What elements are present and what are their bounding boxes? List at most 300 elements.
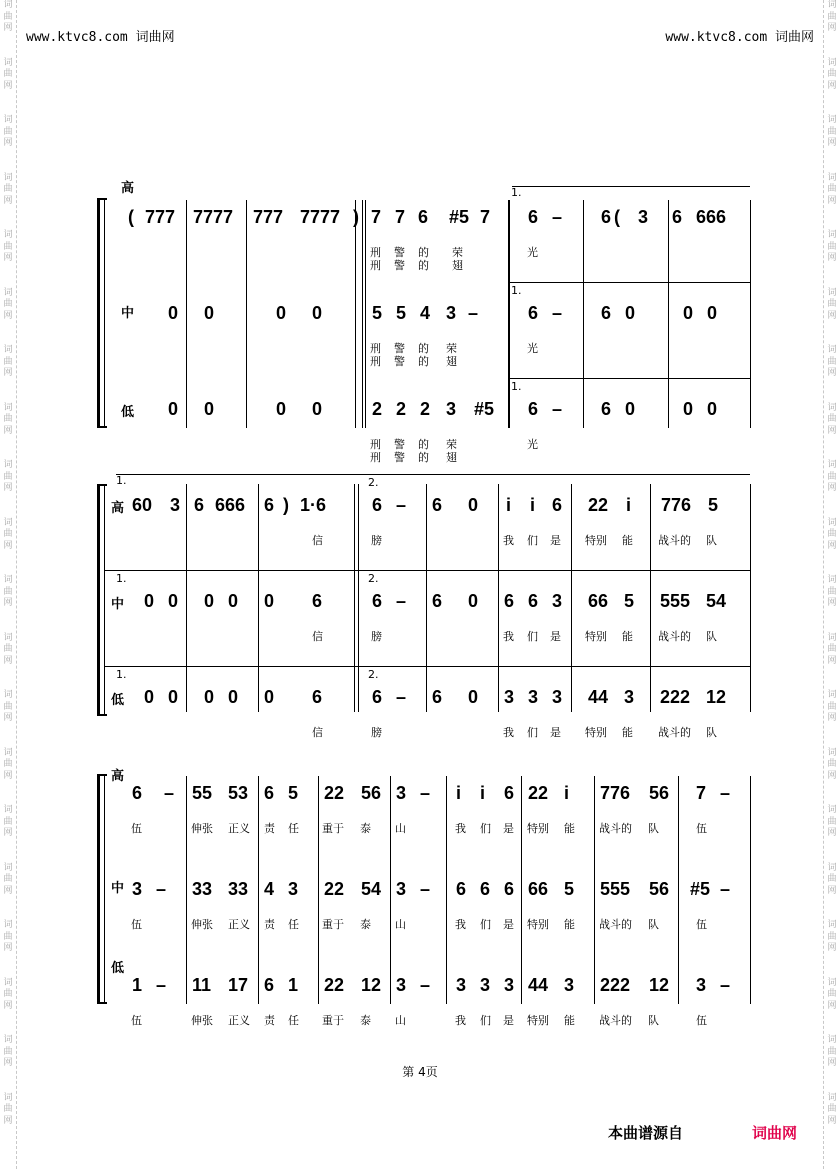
low-note: 6 (528, 399, 539, 419)
barline (678, 776, 679, 1004)
mid-note: 6 (456, 879, 467, 899)
barline (750, 484, 751, 712)
volta-1-label: 1. (511, 186, 522, 199)
barline (583, 200, 584, 428)
high-note: 6 (264, 495, 275, 515)
high-note: 7 (696, 783, 707, 803)
mid-lyric: 队 (706, 630, 717, 643)
mid-note: 6 (528, 591, 539, 611)
voice-label-mid: 中 (111, 597, 125, 612)
low-note: 0 (468, 687, 479, 707)
barline (186, 776, 187, 1004)
voice-divider (510, 282, 750, 283)
high-lyric: 责 (264, 822, 275, 835)
mid-note: 4 (420, 303, 431, 323)
barline (354, 484, 355, 712)
mid-note: 22 (324, 879, 345, 899)
low-note: 3 (624, 687, 635, 707)
source-brand: 词曲网 (752, 1124, 798, 1142)
low-note: #5 (474, 399, 495, 419)
high-lyric: 伍 (131, 822, 142, 835)
barline (668, 200, 669, 428)
high-note: 7 (480, 207, 491, 227)
high-note: 53 (228, 783, 249, 803)
system-bracket-top (97, 774, 107, 776)
barline (186, 200, 187, 428)
mid-note: 0 (264, 591, 275, 611)
low-note: 0 (625, 399, 636, 419)
low-note: 0 (168, 687, 179, 707)
mid-note: 3 (132, 879, 143, 899)
low-note: 1 (288, 975, 299, 995)
mid-lyric: 我 (503, 630, 514, 643)
mid-note: – (720, 879, 731, 899)
high-note: 666 (696, 207, 727, 227)
high-note: 7777 (300, 207, 341, 227)
mid-lyric: 伸张 (191, 918, 213, 931)
watermark-text: 词 曲 网 词 曲 网 词 曲 网 词 曲 网 词 曲 网 词 曲 网 词 曲 网 词 曲 网 词 曲 网 词 曲 网 词 曲 网 词 曲 网 词 曲 网 词 曲 网 词 曲 网 词 曲 网 词 曲 网 词 曲 网 词 曲 网 词 曲 网 (3, 0, 13, 1126)
low-lyric: 是 (503, 1014, 514, 1027)
low-note: 0 (707, 399, 718, 419)
system-brace (104, 484, 105, 716)
mid-lyric: 警 (394, 342, 405, 355)
barline (750, 776, 751, 1004)
mid-note: – (396, 591, 407, 611)
low-lyric: 能 (564, 1014, 575, 1027)
barline (571, 484, 572, 712)
mid-lyric: 战斗的 (658, 630, 691, 643)
high-note: 776 (661, 495, 692, 515)
mid-lyric: 翅 (446, 355, 457, 368)
voice-divider (105, 570, 750, 571)
high-note: 7 (395, 207, 406, 227)
high-note: – (164, 783, 175, 803)
high-lyric: 是 (550, 534, 561, 547)
low-note: 6 (601, 399, 612, 419)
high-note: 6 (264, 783, 275, 803)
system-bracket-bottom (97, 1002, 107, 1004)
barline (750, 200, 751, 428)
high-note: – (420, 783, 431, 803)
volta-1-line (116, 474, 750, 475)
mid-lyric: 膀 (371, 630, 382, 643)
high-note: i (530, 495, 536, 515)
mid-note: 3 (288, 879, 299, 899)
low-lyric: 能 (622, 726, 633, 739)
mid-lyric: 光 (527, 342, 538, 355)
high-lyric: 我 (503, 534, 514, 547)
high-note: #5 (449, 207, 470, 227)
mid-note: 5 (564, 879, 575, 899)
low-lyric: 我 (455, 1014, 466, 1027)
high-lyric: 任 (288, 822, 299, 835)
low-note: 1 (132, 975, 143, 995)
high-lyric: 荣 (452, 246, 463, 259)
high-lyric: 能 (622, 534, 633, 547)
system-bracket (97, 484, 100, 716)
low-note: 0 (168, 399, 179, 419)
low-note: 3 (564, 975, 575, 995)
low-note: 2 (420, 399, 431, 419)
voice-divider (105, 666, 750, 667)
volta-1-label: 1. (511, 380, 522, 393)
mid-note: #5 (690, 879, 711, 899)
system-bracket-bottom (97, 714, 107, 716)
low-lyric: 队 (706, 726, 717, 739)
mid-lyric: 任 (288, 918, 299, 931)
high-note: 56 (649, 783, 670, 803)
high-note: – (552, 207, 563, 227)
barline (390, 776, 391, 1004)
low-lyric: 们 (527, 726, 538, 739)
low-note: – (552, 399, 563, 419)
voice-label-mid: 中 (121, 306, 135, 321)
high-note: 7777 (193, 207, 234, 227)
repeat-bar (362, 200, 363, 428)
low-lyric: 山 (395, 1014, 406, 1027)
mid-note: 54 (361, 879, 382, 899)
mid-lyric: 正义 (228, 918, 250, 931)
mid-note: 6 (372, 591, 383, 611)
mid-note: 54 (706, 591, 727, 611)
system-bracket (97, 774, 100, 1004)
mid-note: 0 (683, 303, 694, 323)
high-note: – (720, 783, 731, 803)
barline (355, 200, 356, 428)
barline (318, 776, 319, 1004)
low-lyric: 特别 (585, 726, 607, 739)
mid-note: 0 (707, 303, 718, 323)
barline (258, 776, 259, 1004)
mid-lyric: 战斗的 (599, 918, 632, 931)
mid-note: – (468, 303, 479, 323)
high-note: 6 (601, 207, 612, 227)
high-lyric: 们 (480, 822, 491, 835)
high-note: 56 (361, 783, 382, 803)
low-lyric: 特别 (527, 1014, 549, 1027)
low-lyric: 战斗的 (658, 726, 691, 739)
volta-1-label: 1. (116, 668, 127, 681)
volta-2-label: 2. (368, 668, 379, 681)
high-note: 666 (215, 495, 246, 515)
low-lyric: 责 (264, 1014, 275, 1027)
watermark-text: 词 曲 网 词 曲 网 词 曲 网 词 曲 网 词 曲 网 词 曲 网 词 曲 网 词 曲 网 词 曲 网 词 曲 网 词 曲 网 词 曲 网 词 曲 网 词 曲 网 词 曲 网 词 曲 网 词 曲 网 词 曲 网 词 曲 网 词 曲 网 (827, 0, 837, 1126)
low-note: 222 (660, 687, 691, 707)
high-note: ) (283, 495, 289, 515)
source-label: 本曲谱源自 (608, 1124, 684, 1142)
high-note: i (626, 495, 632, 515)
mid-lyric: 们 (480, 918, 491, 931)
low-note: 12 (706, 687, 727, 707)
volta-2-label: 2. (368, 572, 379, 585)
repeat-bar (365, 200, 366, 428)
barline (521, 776, 522, 1004)
high-lyric: 队 (706, 534, 717, 547)
high-note: 22 (528, 783, 549, 803)
high-note: 1·6 (300, 495, 327, 515)
high-lyric: 战斗的 (658, 534, 691, 547)
high-lyric: 信 (312, 534, 323, 547)
high-note: – (396, 495, 407, 515)
header-right: www.ktvc8.com 词曲网 (665, 30, 814, 45)
repeat-bar (358, 484, 359, 712)
low-note: 0 (228, 687, 239, 707)
high-lyric: 泰 (360, 822, 371, 835)
high-note: 6 (552, 495, 563, 515)
low-note: 6 (432, 687, 443, 707)
header-left: www.ktvc8.com 词曲网 (26, 30, 175, 45)
mid-note: 5 (396, 303, 407, 323)
low-note: 3 (696, 975, 707, 995)
mid-lyric: 荣 (446, 342, 457, 355)
high-note: 6 (504, 783, 515, 803)
page-number: 第 4页 (402, 1065, 438, 1079)
mid-lyric: 是 (503, 918, 514, 931)
high-note: 6 (132, 783, 143, 803)
high-note: 6 (528, 207, 539, 227)
mid-note: 0 (276, 303, 287, 323)
high-lyric: 山 (395, 822, 406, 835)
mid-lyric: 责 (264, 918, 275, 931)
mid-lyric: 们 (527, 630, 538, 643)
low-note: 2 (396, 399, 407, 419)
high-lyric: 的 (418, 246, 429, 259)
high-note: 7 (371, 207, 382, 227)
high-note: 60 (132, 495, 153, 515)
low-note: 0 (276, 399, 287, 419)
high-lyric: 特别 (527, 822, 549, 835)
mid-note: 0 (228, 591, 239, 611)
mid-note: – (552, 303, 563, 323)
high-lyric: 刑 (370, 246, 381, 259)
mid-note: 6 (480, 879, 491, 899)
volta-1-label: 1. (116, 474, 127, 487)
low-lyric: 刑 (370, 451, 381, 464)
high-note: 3 (638, 207, 649, 227)
mid-note: 33 (192, 879, 213, 899)
low-note: 3 (504, 975, 515, 995)
high-note: 6 (432, 495, 443, 515)
system-bracket-top (97, 198, 107, 200)
system-bracket (97, 198, 100, 428)
mid-lyric: 泰 (360, 918, 371, 931)
high-lyric: 正义 (228, 822, 250, 835)
mid-note: 555 (660, 591, 691, 611)
low-note: – (396, 687, 407, 707)
low-lyric: 泰 (360, 1014, 371, 1027)
mid-note: 6 (312, 591, 323, 611)
low-lyric: 膀 (371, 726, 382, 739)
voice-label-low: 低 (111, 961, 125, 976)
low-lyric: 信 (312, 726, 323, 739)
low-note: 11 (192, 975, 212, 995)
low-note: 44 (588, 687, 609, 707)
high-lyric: 是 (503, 822, 514, 835)
mid-note: 0 (312, 303, 323, 323)
mid-note: 66 (588, 591, 609, 611)
low-lyric: 是 (550, 726, 561, 739)
mid-note: 0 (204, 303, 215, 323)
system-brace (104, 198, 105, 428)
low-lyric: 伸张 (191, 1014, 213, 1027)
high-lyric: 的 (418, 259, 429, 272)
high-note: 5 (288, 783, 299, 803)
high-lyric: 能 (564, 822, 575, 835)
mid-note: 0 (204, 591, 215, 611)
barline (186, 484, 187, 712)
mid-note: 33 (228, 879, 249, 899)
low-lyric: 我 (503, 726, 514, 739)
high-note: 6 (372, 495, 383, 515)
mid-lyric: 队 (648, 918, 659, 931)
mid-note: 0 (168, 591, 179, 611)
mid-note: 0 (468, 591, 479, 611)
high-note: ( (128, 207, 134, 227)
barline (650, 484, 651, 712)
barline (446, 776, 447, 1004)
mid-note: – (156, 879, 167, 899)
high-lyric: 刑 (370, 259, 381, 272)
low-note: 0 (144, 687, 155, 707)
low-lyric: 战斗的 (599, 1014, 632, 1027)
mid-note: 56 (649, 879, 670, 899)
mid-note: 0 (625, 303, 636, 323)
high-lyric: 警 (394, 246, 405, 259)
low-note: 6 (264, 975, 275, 995)
mid-note: 6 (528, 303, 539, 323)
low-lyric: 任 (288, 1014, 299, 1027)
low-note: 222 (600, 975, 631, 995)
low-note: 3 (396, 975, 407, 995)
voice-label-high: 高 (111, 501, 125, 516)
system-brace (104, 774, 105, 1004)
high-lyric: 战斗的 (599, 822, 632, 835)
volta-1-label: 1. (511, 284, 522, 297)
mid-note: 6 (432, 591, 443, 611)
mid-note: 3 (552, 591, 563, 611)
low-note: 0 (312, 399, 323, 419)
mid-lyric: 刑 (370, 355, 381, 368)
low-note: 0 (204, 687, 215, 707)
low-lyric: 正义 (228, 1014, 250, 1027)
mid-note: 0 (168, 303, 179, 323)
high-note: ( (614, 207, 620, 227)
mid-note: 5 (624, 591, 635, 611)
high-lyric: 特别 (585, 534, 607, 547)
mid-lyric: 能 (564, 918, 575, 931)
voice-label-mid: 中 (111, 881, 125, 896)
high-lyric: 队 (648, 822, 659, 835)
mid-note: 0 (144, 591, 155, 611)
high-lyric: 我 (455, 822, 466, 835)
high-lyric: 光 (527, 246, 538, 259)
high-note: 6 (194, 495, 205, 515)
low-note: – (156, 975, 167, 995)
high-lyric: 翅 (452, 259, 463, 272)
low-lyric: 伍 (696, 1014, 707, 1027)
high-note: i (564, 783, 570, 803)
mid-note: 3 (396, 879, 407, 899)
low-note: – (720, 975, 731, 995)
high-note: 22 (588, 495, 609, 515)
low-note: 3 (446, 399, 457, 419)
low-note: 12 (361, 975, 382, 995)
low-note: 3 (552, 687, 563, 707)
mid-note: 555 (600, 879, 631, 899)
high-note: 5 (708, 495, 719, 515)
mid-note: 3 (446, 303, 457, 323)
mid-lyric: 的 (418, 342, 429, 355)
mid-lyric: 我 (455, 918, 466, 931)
low-lyric: 荣 (446, 438, 457, 451)
low-note: 0 (683, 399, 694, 419)
high-note: 777 (253, 207, 284, 227)
mid-note: 6 (504, 591, 515, 611)
high-note: ) (353, 207, 359, 227)
mid-lyric: 警 (394, 355, 405, 368)
double-barline (509, 200, 510, 428)
high-note: 0 (468, 495, 479, 515)
voice-divider (510, 378, 750, 379)
high-note: 55 (192, 783, 213, 803)
system-bracket-bottom (97, 426, 107, 428)
barline (594, 776, 595, 1004)
low-note: 2 (372, 399, 383, 419)
barline (498, 484, 499, 712)
mid-lyric: 的 (418, 355, 429, 368)
low-note: 12 (649, 975, 670, 995)
high-lyric: 伍 (696, 822, 707, 835)
system-bracket-top (97, 484, 107, 486)
mid-note: 5 (372, 303, 383, 323)
high-note: i (456, 783, 462, 803)
mid-lyric: 特别 (585, 630, 607, 643)
mid-lyric: 特别 (527, 918, 549, 931)
voice-label-low: 低 (121, 405, 135, 420)
mid-lyric: 山 (395, 918, 406, 931)
mid-note: 6 (601, 303, 612, 323)
mid-note: – (420, 879, 431, 899)
voice-label-high: 高 (121, 181, 135, 196)
low-lyric: 警 (394, 451, 405, 464)
mid-lyric: 信 (312, 630, 323, 643)
high-note: 776 (600, 783, 631, 803)
low-note: 3 (480, 975, 491, 995)
volta-1-line (512, 186, 750, 187)
low-note: 6 (312, 687, 323, 707)
barline (426, 484, 427, 712)
low-note: 0 (204, 399, 215, 419)
volta-1-label: 1. (116, 572, 127, 585)
mid-lyric: 伍 (696, 918, 707, 931)
voice-label-high: 高 (111, 769, 125, 784)
low-note: 22 (324, 975, 345, 995)
high-note: 22 (324, 783, 345, 803)
mid-lyric: 伍 (131, 918, 142, 931)
low-lyric: 刑 (370, 438, 381, 451)
barline (246, 200, 247, 428)
high-note: 6 (672, 207, 683, 227)
barline (258, 484, 259, 712)
high-lyric: 们 (527, 534, 538, 547)
volta-2-label: 2. (368, 476, 379, 489)
low-lyric: 们 (480, 1014, 491, 1027)
high-note: i (480, 783, 486, 803)
high-note: 3 (396, 783, 407, 803)
high-lyric: 警 (394, 259, 405, 272)
low-note: 3 (528, 687, 539, 707)
low-note: 0 (264, 687, 275, 707)
